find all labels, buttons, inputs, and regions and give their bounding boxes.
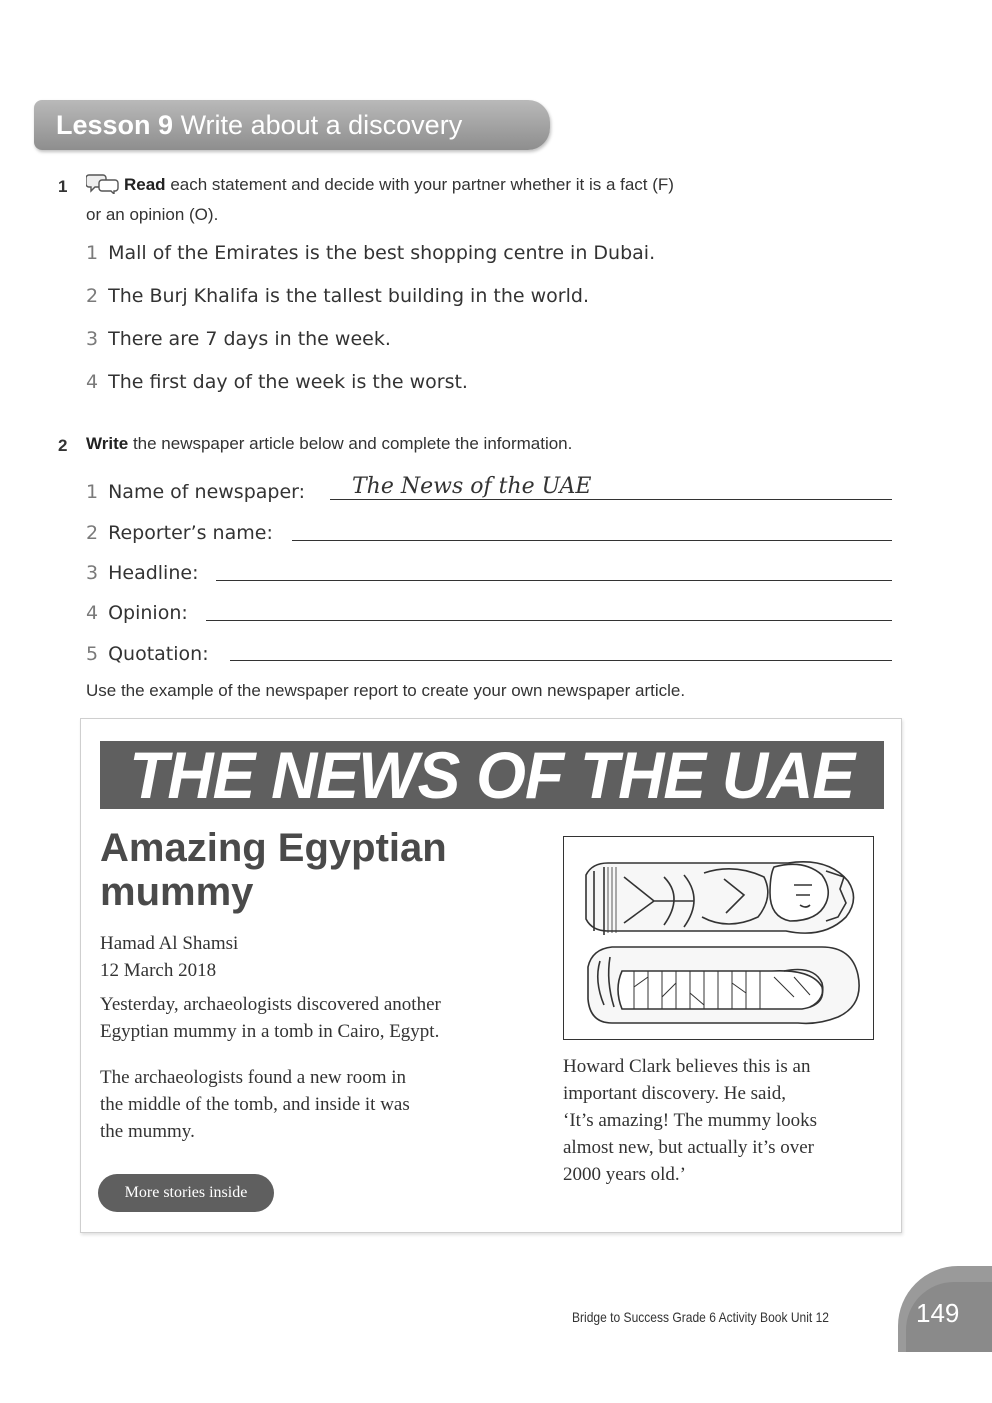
field-opinion: [86, 602, 188, 624]
para-2-line-2: the middle of the tomb, and inside it was: [100, 1094, 410, 1115]
reporter-line[interactable]: [292, 540, 892, 541]
exercise-2-number: 2: [58, 436, 68, 455]
quote-line-1: Howard Clark believes this is an: [563, 1056, 811, 1077]
mummy-illustration: [563, 836, 874, 1040]
statement-text: There are 7 days in the week.: [108, 328, 391, 350]
field-reporter: [86, 522, 273, 544]
quote-line-5: 2000 years old.’: [563, 1164, 686, 1185]
exercise-2-text: the newspaper article below and complete the information.: [132, 434, 573, 453]
exercise-1-text-1: each statement and decide with your partner whether it is a fact (F): [170, 175, 674, 194]
field-headline: [86, 562, 198, 584]
newspaper-masthead: [100, 738, 884, 812]
quote-line-2: important discovery. He said,: [563, 1083, 787, 1104]
statement-text: The first day of the week is the worst.: [108, 371, 468, 393]
statement-text: Mall of the Emirates is the best shopping centre in Dubai.: [108, 242, 656, 264]
field-quotation: [86, 643, 209, 665]
article-paragraph-1: [100, 991, 441, 1045]
statement-1: [86, 242, 655, 264]
field-number: 3: [86, 562, 99, 584]
article-headline: [100, 826, 540, 914]
exercise-2-verb: Write: [86, 434, 129, 453]
headline-line[interactable]: [216, 580, 892, 581]
field-number: 4: [86, 602, 99, 624]
more-stories-button[interactable]: More stories inside: [98, 1174, 274, 1212]
article-paragraph-2: [100, 1064, 410, 1145]
statement-number: 3: [86, 328, 99, 350]
para-2-line-3: the mummy.: [100, 1121, 195, 1142]
lesson-banner: [34, 100, 550, 150]
article-date: 12 March 2018: [100, 960, 217, 981]
reporter-name: Hamad Al Shamsi: [100, 933, 239, 954]
masthead-text: THE NEWS OF THE UAE: [129, 738, 855, 812]
field-number: 1: [86, 481, 99, 503]
headline-line-2: mummy: [100, 870, 254, 914]
exercise-2-note: Use the example of the newspaper report to create your own newspaper article.: [86, 681, 686, 700]
exercise-1-verb: Read: [124, 175, 166, 194]
field-number: 5: [86, 643, 99, 665]
exercise-1-text-2: or an opinion (O).: [86, 205, 219, 224]
field-newspaper-name: [86, 481, 305, 503]
field-label: Reporter’s name:: [108, 522, 273, 544]
statement-number: 1: [86, 242, 99, 264]
exercise-1-number: 1: [58, 177, 68, 196]
exercise-1-instruction: [86, 172, 674, 228]
lesson-number: Lesson 9: [56, 110, 174, 140]
field-label: Opinion:: [108, 602, 188, 624]
statement-text: The Burj Khalifa is the tallest building in the world.: [108, 285, 589, 307]
opinion-line[interactable]: [206, 620, 892, 621]
newspaper-name-line[interactable]: [330, 499, 892, 500]
footer-text: Bridge to Success Grade 6 Activity Book Unit 12: [572, 1309, 829, 1325]
quotation-line[interactable]: [230, 660, 892, 661]
lesson-title-text: Write about a discovery: [180, 110, 463, 140]
newspaper-name-answer: The News of the UAE: [352, 474, 592, 499]
quote-line-3: ‘It’s amazing! The mummy looks: [563, 1110, 817, 1131]
field-label: Quotation:: [108, 643, 209, 665]
headline-line-1: Amazing Egyptian: [100, 826, 447, 870]
quote-line-4: almost new, but actually it’s over: [563, 1137, 814, 1158]
lesson-title: [56, 110, 462, 141]
para-1-line-2: Egyptian mummy in a tomb in Cairo, Egypt.: [100, 1021, 440, 1042]
article-byline: [100, 930, 238, 984]
statement-3: [86, 328, 391, 350]
quotation-paragraph: [563, 1053, 817, 1188]
page-number: 149: [916, 1298, 960, 1328]
para-1-line-1: Yesterday, archaeologists discovered another: [100, 994, 441, 1015]
statement-number: 4: [86, 371, 99, 393]
sarcophagus-drawing: [564, 837, 873, 1039]
statement-2: [86, 285, 589, 307]
exercise-2-instruction: [86, 431, 572, 457]
statement-4: [86, 371, 468, 393]
para-2-line-1: The archaeologists found a new room in: [100, 1067, 407, 1088]
field-number: 2: [86, 522, 99, 544]
field-label: Headline:: [108, 562, 199, 584]
statement-number: 2: [86, 285, 99, 307]
speech-bubbles-icon: [86, 172, 120, 202]
field-label: Name of newspaper:: [108, 481, 306, 503]
